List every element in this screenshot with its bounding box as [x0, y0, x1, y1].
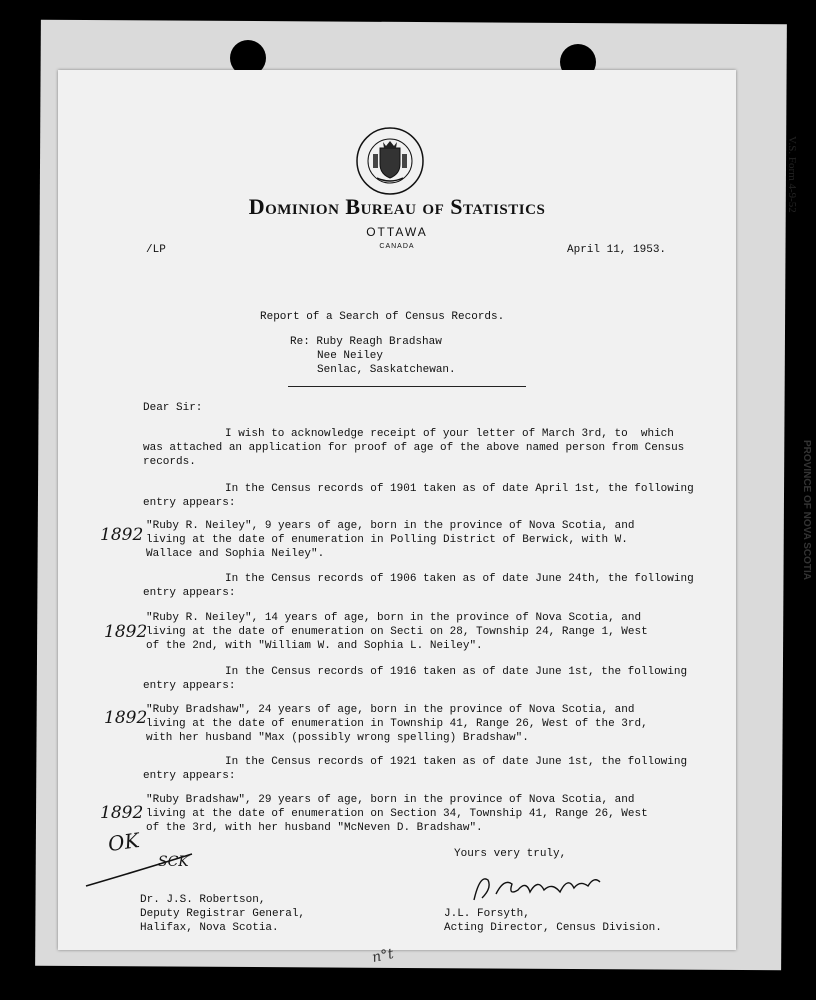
recipient-address: Halifax, Nova Scotia. — [140, 922, 279, 934]
letter-page — [58, 70, 736, 950]
country-name: CANADA — [379, 243, 415, 250]
margin-note: 1892 — [100, 803, 144, 823]
entry-quote: "Ruby Bradshaw", 29 years of age, born in the province of Nova Scotia, and — [146, 794, 635, 806]
margin-note: 1892 — [104, 622, 148, 642]
entry-quote: living at the date of enumeration on Secti on 28, Township 24, Range 1, West — [146, 626, 648, 638]
entry-quote: living at the date of enumeration in Polling District of Berwick, with W. — [146, 534, 628, 546]
entry-lead: entry appears: — [143, 680, 236, 692]
entry-quote: with her husband "Max (possibly wrong spelling) Bradshaw". — [146, 732, 529, 744]
entry-lead: In the Census records of 1916 taken as of date June 1st, the following — [225, 666, 688, 678]
intro-line: was attached an application for proof of age of the above named person from Census — [143, 442, 685, 454]
letter-date: April 11, 1953. — [567, 244, 667, 256]
government-seal-icon — [355, 126, 425, 196]
closing: Yours very truly, — [454, 848, 567, 860]
entry-lead: In the Census records of 1906 taken as of date June 24th, the following — [225, 573, 694, 585]
reference-code: /LP — [146, 244, 166, 256]
entry-lead: entry appears: — [143, 770, 236, 782]
handwritten-bottom-mark: n°t — [370, 945, 396, 967]
subject-line: Report of a Search of Census Records. — [260, 311, 505, 323]
entry-lead: In the Census records of 1901 taken as of date April 1st, the following — [225, 483, 694, 495]
signature-text — [468, 870, 608, 910]
re-location: Senlac, Saskatchewan. — [317, 364, 456, 376]
entry-quote: living at the date of enumeration on Section 34, Township 41, Range 26, West — [146, 808, 648, 820]
entry-quote: Wallace and Sophia Neiley". — [146, 548, 325, 560]
entry-lead: entry appears: — [143, 497, 236, 509]
margin-note: 1892 — [100, 525, 144, 545]
margin-note: 1892 — [104, 708, 148, 728]
intro-line: records. — [143, 456, 196, 468]
entry-lead: entry appears: — [143, 587, 236, 599]
backside-province-heading: PROVINCE OF NOVA SCOTIA — [801, 440, 812, 581]
entry-quote: "Ruby Bradshaw", 24 years of age, born in the province of Nova Scotia, and — [146, 704, 635, 716]
entry-quote: of the 2nd, with "William W. and Sophia L. Neiley". — [146, 640, 483, 652]
intro-line: I wish to acknowledge receipt of your letter of March 3rd, to which — [225, 428, 674, 440]
recipient-title: Deputy Registrar General, — [140, 908, 306, 920]
handwritten-ok: OK — [106, 827, 141, 857]
entry-quote: of the 3rd, with her husband "McNeven D. Bradshaw". — [146, 822, 483, 834]
entry-quote: living at the date of enumeration in Township 41, Range 26, West of the 3rd, — [146, 718, 648, 730]
bureau-name: Dominion Bureau of Statistics — [248, 194, 546, 219]
recipient-name: Dr. J.S. Robertson, — [140, 894, 266, 906]
backside-form-number: V.S. Form 4-9-52 — [786, 136, 798, 213]
re-maiden-name: Nee Neiley — [317, 350, 384, 362]
entry-quote: "Ruby R. Neiley", 14 years of age, born in the province of Nova Scotia, and — [146, 612, 642, 624]
salutation: Dear Sir: — [143, 402, 203, 414]
subject-underline — [288, 386, 526, 387]
handwritten-initials: SCK — [158, 854, 189, 870]
sender-name: J.L. Forsyth, — [444, 908, 530, 920]
entry-lead: In the Census records of 1921 taken as of date June 1st, the following — [225, 756, 688, 768]
sender-title: Acting Director, Census Division. — [444, 922, 662, 934]
entry-quote: "Ruby R. Neiley", 9 years of age, born in the province of Nova Scotia, and — [146, 520, 635, 532]
re-line: Re: Ruby Reagh Bradshaw — [290, 336, 442, 348]
city-name: OTTAWA — [366, 225, 428, 239]
